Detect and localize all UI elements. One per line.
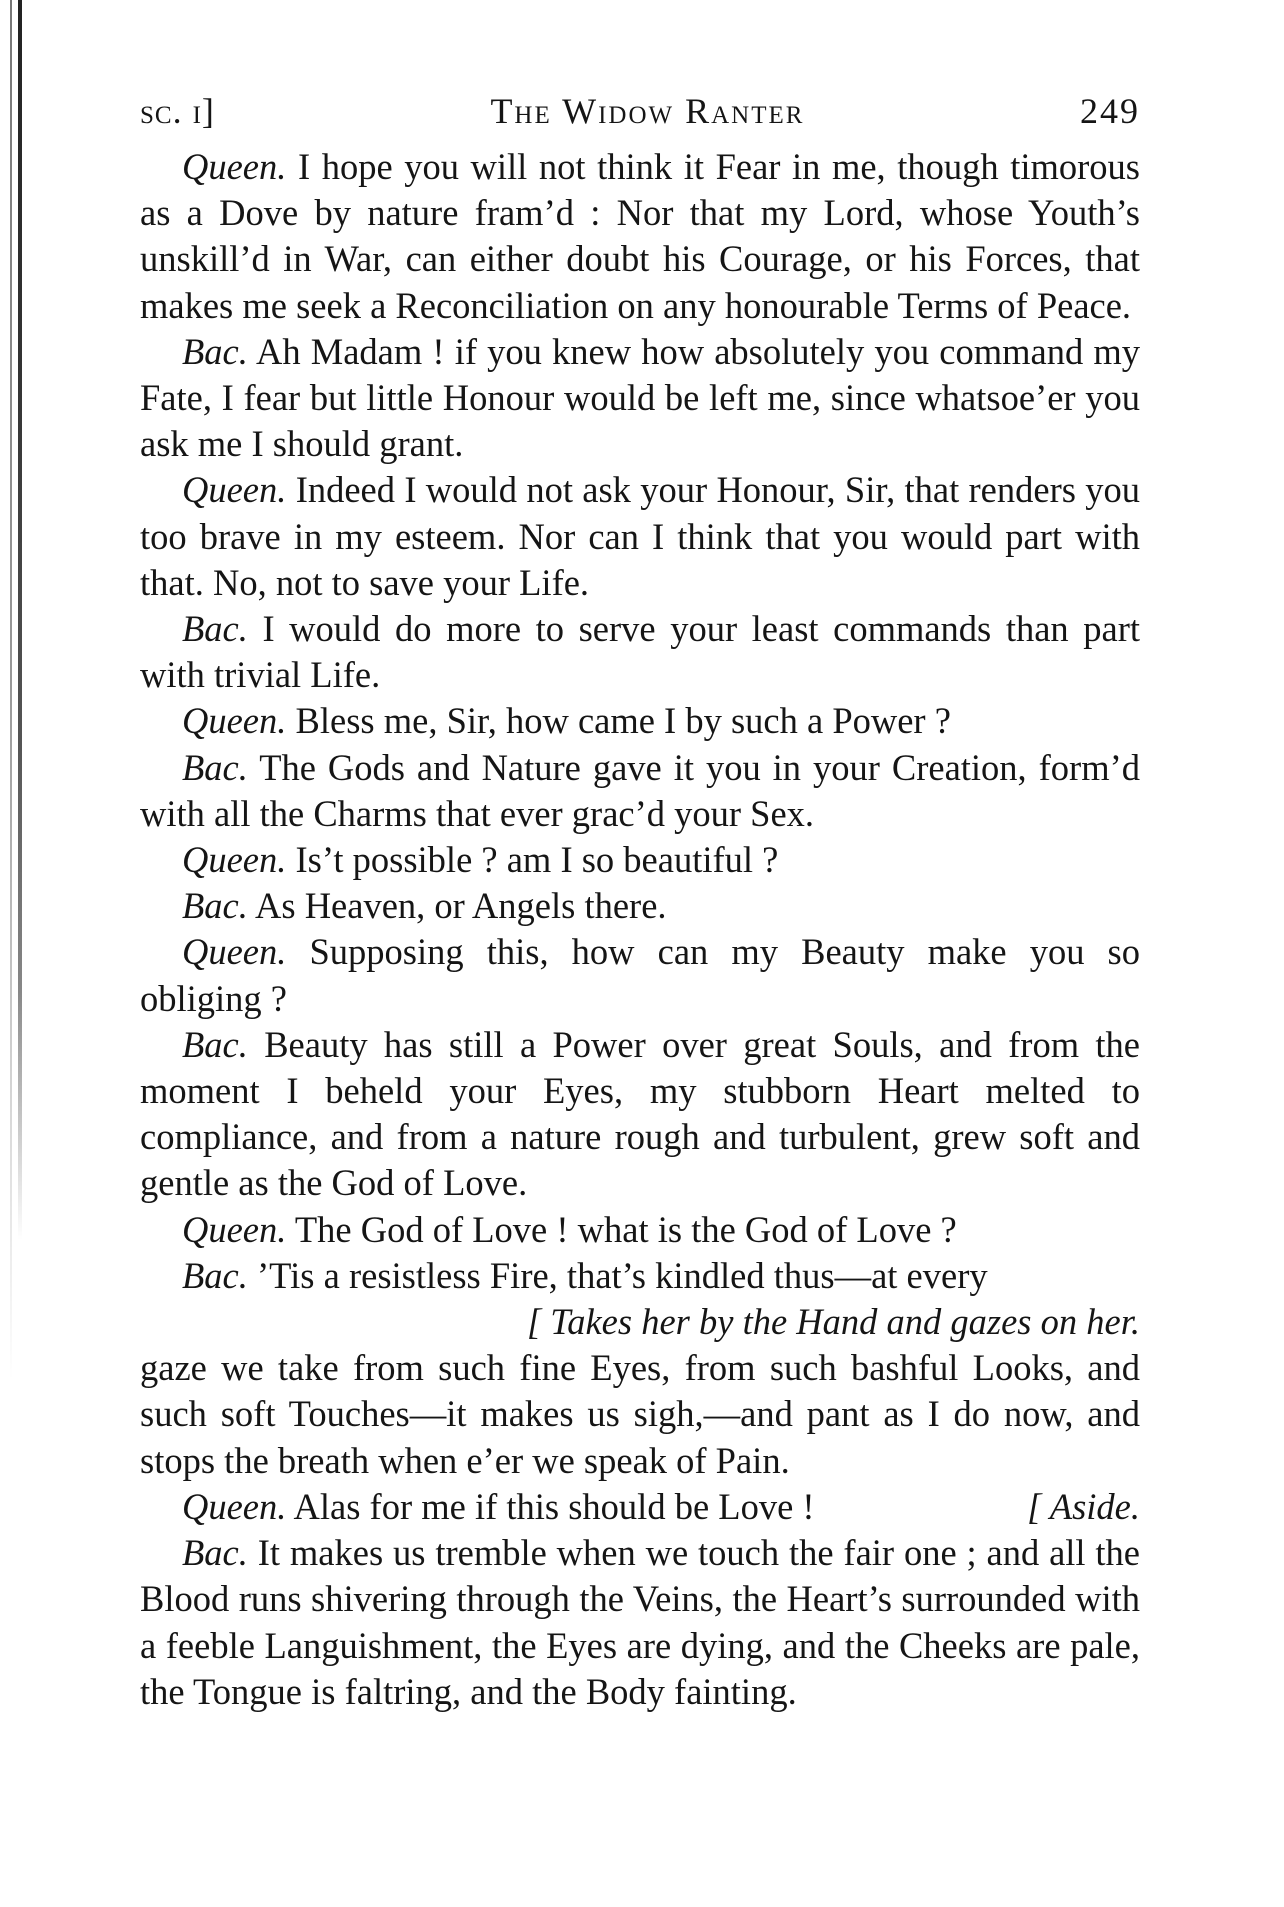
speech-continuation	[140, 1345, 1140, 1484]
speaker-name: Queen.	[182, 469, 287, 511]
binding-shadow-outer	[10, 0, 12, 1380]
speaker-name: Queen.	[182, 931, 287, 973]
play-title: The Widow Ranter	[490, 91, 805, 131]
speech-text: Indeed I would not ask your Honour, Sir, that renders you too brave in my esteem. Nor can I think that you would part with that. No, not to save your Life.	[140, 469, 1141, 603]
speech-text: Alas for me if this should be Love !	[293, 1485, 815, 1527]
book-page	[140, 90, 1140, 1715]
speech	[140, 745, 1140, 837]
speech-text: It makes us tremble when we touch the fair one ; and all the Blood runs shivering through the Veins, the Heart’s surrounded with a feeble Languishment, the Eyes are dying, and the Cheeks are pale, the Tongue is faltring, and the Body fainting.	[140, 1532, 1141, 1712]
speaker-name: Bac.	[182, 608, 248, 650]
speech-text: Bless me, Sir, how came I by such a Power ?	[295, 700, 951, 742]
speaker-name: Bac.	[182, 1023, 248, 1065]
speech	[140, 837, 1140, 883]
speech	[140, 1253, 1140, 1299]
speech-text: Ah Madam ! if you knew how absolutely you command my Fate, I fear but little Honour would be left me, since whatsoe’er you ask me I should grant.	[140, 330, 1140, 465]
dialogue-body	[140, 144, 1140, 1715]
speech	[140, 329, 1140, 468]
speech-text: I would do more to serve your least commands than part with trivial Life.	[140, 608, 1140, 696]
speaker-name: Queen.	[182, 700, 287, 742]
speaker-name: Bac.	[182, 1532, 248, 1574]
speaker-name: Bac.	[182, 330, 248, 372]
speech	[140, 929, 1140, 1021]
running-head	[140, 90, 1140, 136]
binding-shadow	[18, 0, 22, 1240]
speech-text: As Heaven, or Angels there.	[255, 885, 667, 927]
speaker-name: Queen.	[182, 1485, 287, 1527]
speech-text: Is’t possible ? am I so beautiful ?	[295, 839, 779, 881]
speech	[140, 883, 1140, 929]
speech	[140, 1484, 1140, 1530]
aside-direction: [ Aside.	[1027, 1485, 1140, 1527]
speech-text: ’Tis a resistless Fire, that’s kindled thus—at every	[257, 1254, 988, 1296]
speech	[140, 1530, 1140, 1715]
speaker-name: Queen.	[182, 839, 287, 881]
speech-text: Supposing this, how can my Beauty make you so obliging ?	[140, 931, 1140, 1019]
stage-direction-line	[140, 1299, 1140, 1345]
speaker-name: Queen.	[182, 146, 287, 187]
speech-text: I hope you will not think it Fear in me, though timorous as a Dove by nature fram’d : Nor that my Lord, whose Youth’s unskill’d in War, can either doubt his Courage, or his Forces, that makes me seek a Reconciliation on any honourable Terms of Peace.	[140, 146, 1140, 326]
stage-direction: [ Takes her by the Hand and gazes on her.	[526, 1301, 1140, 1343]
speech-text: The Gods and Nature gave it you in your Creation, form’d with all the Charms that ever grac’d your Sex.	[140, 746, 1140, 834]
speech	[140, 606, 1140, 698]
speaker-name: Bac.	[182, 1254, 248, 1296]
speech-text: Beauty has still a Power over great Souls, and from the moment I beheld your Eyes, my stubborn Heart melted to compliance, and from a nature rough and turbulent, grew soft and gentle as the God of Love.	[140, 1023, 1141, 1204]
speaker-name: Bac.	[182, 746, 248, 788]
scene-label: sc. i]	[140, 91, 215, 131]
speech	[140, 1207, 1140, 1253]
speaker-name: Queen.	[182, 1208, 287, 1250]
speech	[140, 144, 1140, 329]
speech-text: The God of Love ! what is the God of Love ?	[294, 1208, 957, 1250]
speech	[140, 1022, 1140, 1207]
speech	[140, 698, 1140, 744]
speech	[140, 467, 1140, 606]
speaker-name: Bac.	[182, 885, 248, 927]
speech-text: gaze we take from such fine Eyes, from such bashful Looks, and such soft Touches—it makes us sigh,—and pant as I do now, and stops the breath when e’er we speak of Pain.	[140, 1347, 1140, 1481]
page-number: 249	[1079, 91, 1140, 131]
